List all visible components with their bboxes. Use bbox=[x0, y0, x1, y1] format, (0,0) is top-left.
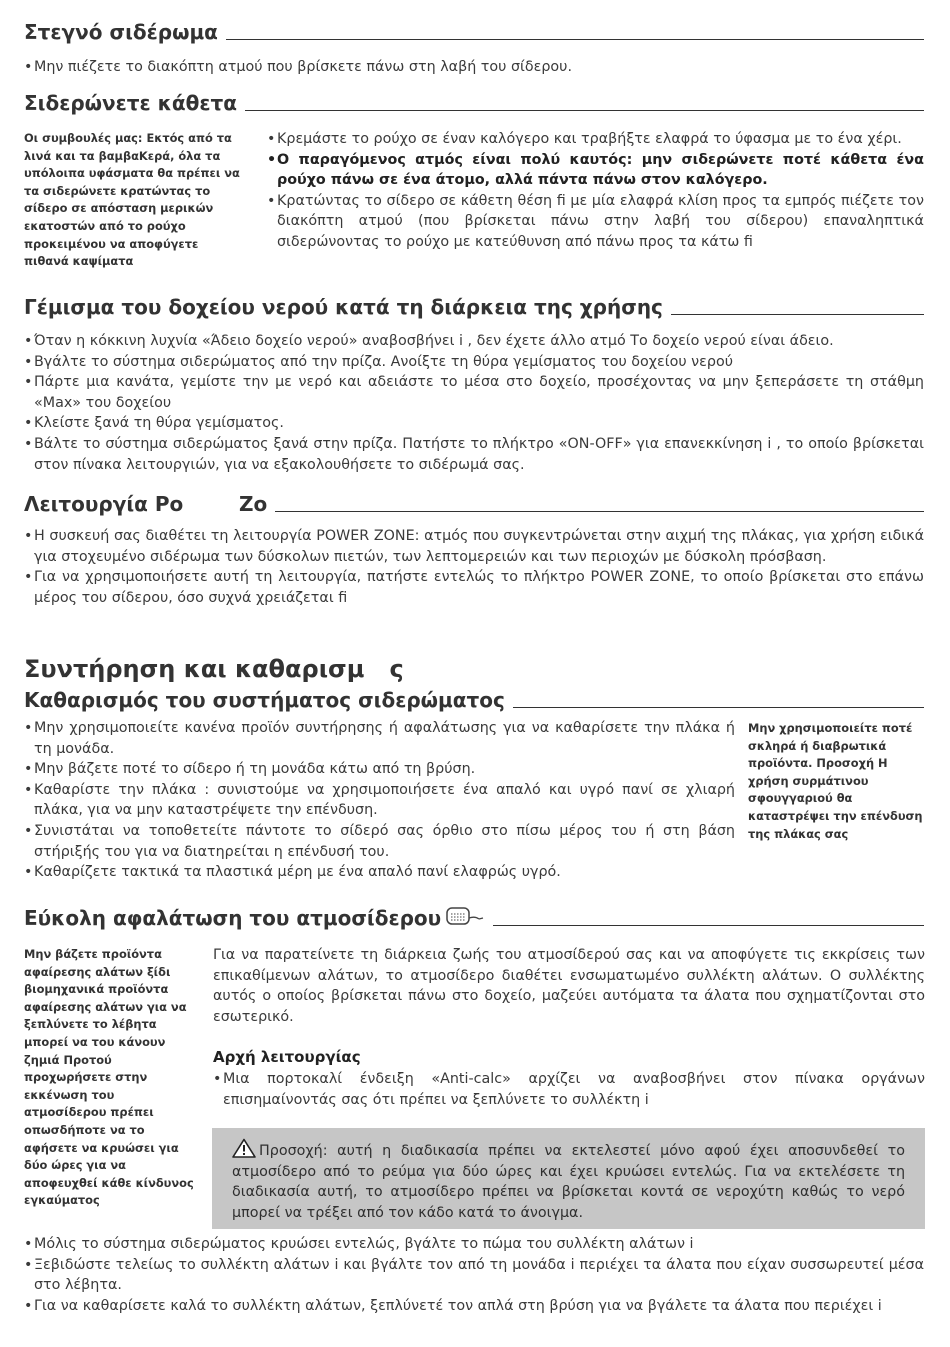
list-item: • Καθαρίστε την πλάκα : συνιστούμε να χρησιμοποιήσετε ένα απαλό και υγρό πανί σε χλιαρή πλάκα, για να μην καταστρέψετε την επένδυση. bbox=[24, 780, 735, 821]
list-item: • Μην πιέζετε το διακόπτη ατμού που βρίσκετε πάνω στη λαβή του σίδερου. bbox=[24, 57, 924, 78]
list-item: • Κλείστε ξανά τη θύρα γεμίσματος. bbox=[24, 413, 924, 434]
section-title-text: Λειτουργία Po Zo bbox=[24, 492, 268, 516]
list-item: • Η συσκευή σας διαθέτει τη λειτουργία POWER ZONE: ατμός που συγκεντρώνεται στην αιχμή της πλάκας, για χρήση ειδικά για στοχευμένο σιδέρωμα των δύσκολων πιετών, των λεπτομερειών και των περιοχών με δύσκολη πρόσβαση. bbox=[24, 526, 924, 567]
list-item: • Μια πορτοκαλί ένδειξη «Anti-calc» αρχίζει να αναβοσβήνει στον πίνακα οργάνων επισημαίνοντάς σας ότι πρέπει να ξεπλύνετε το συλλέκτη i bbox=[213, 1069, 925, 1110]
list-item: • Βγάλτε το σύστημα σιδερώματος από την πρίζα. Ανοίξτε τη θύρα γεμίσματος του δοχείου νερού bbox=[24, 352, 924, 373]
principle-heading: Αρχή λειτουργίας bbox=[213, 1048, 361, 1066]
list-item: • Μην χρησιμοποιείτε κανένα προϊόν συντήρησης ή αφαλάτωσης για να καθαρίσετε την πλάκα ή τη μονάδα. bbox=[24, 718, 735, 759]
descaling-intro: Για να παρατείνετε τη διάρκεια ζωής του ατμοσίδερού σας και να αποφύγετε τις εκκρίσεις των επικαθίμενων αλάτων, το ατμοσίδερο διαθέτει ενσωματωμένο συλλέκτη αλάτων. Ο συλλέκτης αυτός ο οποίος βρίσκεται πάνω στο δοχείο, μαζεύει αυτόματα τα άλατα που σχηματίζονται στο εσωτερικό. bbox=[213, 947, 925, 1025]
section-title-text: Καθαρισμός του συστήματος σιδερώματος bbox=[24, 688, 505, 712]
dry-ironing-list bbox=[24, 57, 924, 78]
section-title-vertical-ironing bbox=[24, 91, 924, 115]
list-item: • Ξεβιδώστε τελείως το συλλέκτη αλάτων i και βγάλτε τον από τη μονάδα i περιέχει τα άλατα που είχαν συσσωρευτεί μέσα στο λέβητα. bbox=[24, 1255, 924, 1296]
list-item: • Για να χρησιμοποιήσετε αυτή τη λειτουργία, πατήστε εντελώς το πλήκτρο POWER ZONE, το οποίο βρίσκεται στο επάνω μέρος του σίδερου, όσο συχνά χρειάζεται ﬁ bbox=[24, 567, 924, 608]
descaling-side-note: Μην βάζετε προϊόντα αφαίρεσης αλάτων ξίδι βιομηχανικά προϊόντα αφαίρεσης αλάτων για να ξεπλύνετε το λέβητα μπορεί να του κάνουν ζημιά Προτού προχωρήσετε στην εκκένωση του ατμοσίδερου πρέπει οπωσδήποτε να το αφήσετε να κρυώσει για δύο ώρες για να αποφευχθεί κάθε κίνδυνος εγκαύματος bbox=[24, 947, 194, 1208]
warning-text: Προσοχή: αυτή η διαδικασία πρέπει να εκτελεστεί μόνο αφού έχει αποσυνδεθεί το ατμοσίδερο από το ρεύμα για δύο ώρες και έχει κρυώσει εντελώς. Για να εκτελέσετε τη διαδικασία αυτή, το ατμοσίδερο πρέπει να βρίσκεται κοντά σε νεροχύτη καθώς το νερό μπορεί να τρέξει από τον κάδο κατά το άνοιγμα. bbox=[232, 1143, 905, 1221]
principle-list bbox=[213, 1069, 925, 1110]
list-item: • Μην βάζετε ποτέ το σίδερο ή τη μονάδα κάτω από τη βρύση. bbox=[24, 759, 735, 780]
title-rule bbox=[245, 110, 924, 111]
title-rule bbox=[493, 925, 924, 926]
section-title-descaling bbox=[24, 906, 924, 930]
section-title-power-zone bbox=[24, 492, 924, 516]
title-rule bbox=[226, 39, 924, 40]
section-title-text: Γέμισμα του δοχείου νερού κατά τη διάρκεια της χρήσης bbox=[24, 295, 663, 319]
main-title-maintenance: Συντήρηση και καθαρισμ ς bbox=[24, 655, 404, 683]
section-title-cleaning bbox=[24, 688, 924, 712]
list-item: • Συνιστάται να τοποθετείτε πάντοτε το σίδερό σας όρθιο στο πίσω μέρος του ή στη βάση στήριξής του για να διατηρείται η επένδυσή του. bbox=[24, 821, 735, 862]
section-title-text bbox=[24, 906, 493, 930]
title-rule bbox=[513, 707, 924, 708]
section-title-refill bbox=[24, 295, 924, 319]
power-zone-list bbox=[24, 526, 924, 608]
cleaning-list bbox=[24, 718, 735, 883]
list-item: • Κρατώντας το σίδερο σε κάθετη θέση ﬁ με μία ελαφρά κλίση προς τα εμπρός πιέζετε τον διακόπτη ατμού (που βρίσκεται πάνω στην λαβή του σίδερου) επαναληπτικά σιδερώνοντας το ρούχο με κατεύθυνση από πάνω προς τα κάτω ﬁ bbox=[267, 191, 924, 253]
descaling-steps-list bbox=[24, 1234, 924, 1316]
section-title-dry-ironing bbox=[24, 20, 924, 44]
cleaning-side-note: Μην χρησιμοποιείτε ποτέ σκληρά ή διαβρωτικά προϊόντα. Προσοχή Η χρήση συρμάτινου σφουγγαριού θα καταστρέψει την επένδυση της πλάκας σας bbox=[748, 721, 923, 841]
section-title-text: Σιδερώνετε κάθετα bbox=[24, 91, 237, 115]
list-item-warning: • Ο παραγόμενος ατμός είναι πολύ καυτός: μην σιδερώνετε ποτέ κάθετα ένα ρούχο πάνω σε ένα άτομο, αλλά πάντα πάνω στον καλόγερο. bbox=[267, 150, 924, 191]
vertical-ironing-list bbox=[267, 129, 924, 253]
list-item: • Κρεμάστε το ρούχο σε έναν καλόγερο και τραβήξτε ελαφρά το ύφασμα με το ένα χέρι. bbox=[267, 129, 924, 150]
list-item: • Για να καθαρίσετε καλά το συλλέκτη αλάτων, ξεπλύνετέ τον απλά στη βρύση για να βγάλετε τα άλατα που περιέχει i bbox=[24, 1296, 924, 1317]
list-item: • Όταν η κόκκινη λυχνία «Άδειο δοχείο νερού» αναβοσβήνει i , δεν έχετε άλλο ατμό Το δοχείο νερού είναι άδειο. bbox=[24, 331, 924, 352]
warning-triangle-icon bbox=[232, 1138, 256, 1158]
title-rule bbox=[275, 511, 924, 512]
tip-note: Οι συμβουλές μας: Εκτός από τα λινά και τα βαμβαΚερά, όλα τα υπόλοιπα υφάσματα θα πρέπει να τα σιδερώνετε κρατώντας το σίδερο σε απόσταση μερικών εκατοστών από το ρούχο προκειμένου να αποφύγετε πιθανά καψίματα bbox=[24, 131, 240, 269]
refill-list bbox=[24, 331, 924, 475]
warning-box bbox=[212, 1128, 925, 1229]
list-item: • Πάρτε μια κανάτα, γεμίστε την με νερό και αδειάστε το μέσα στο δοχείο, προσέχοντας να μην ξεπεράσετε τη στάθμη «Max» του δοχείου bbox=[24, 372, 924, 413]
descale-icon bbox=[445, 906, 485, 928]
section-title-text: Στεγνό σιδέρωμα bbox=[24, 20, 218, 44]
title-rule bbox=[671, 314, 924, 315]
descaling-title-text: Εύκολη αφαλάτωση του ατμοσίδερου bbox=[24, 906, 442, 930]
list-item: • Βάλτε το σύστημα σιδερώματος ξανά στην πρίζα. Πατήστε το πλήκτρο «ON-OFF» για επανεκκίνηση i , το οποίο βρίσκεται στον πίνακα λειτουργιών, για να εξακολουθήσετε το σιδέρωμά σας. bbox=[24, 434, 924, 475]
list-item: • Καθαρίζετε τακτικά τα πλαστικά μέρη με ένα απαλό πανί ελαφρώς υγρό. bbox=[24, 862, 735, 883]
list-item: • Μόλις το σύστημα σιδερώματος κρυώσει εντελώς, βγάλτε το πώμα του συλλέκτη αλάτων i bbox=[24, 1234, 924, 1255]
